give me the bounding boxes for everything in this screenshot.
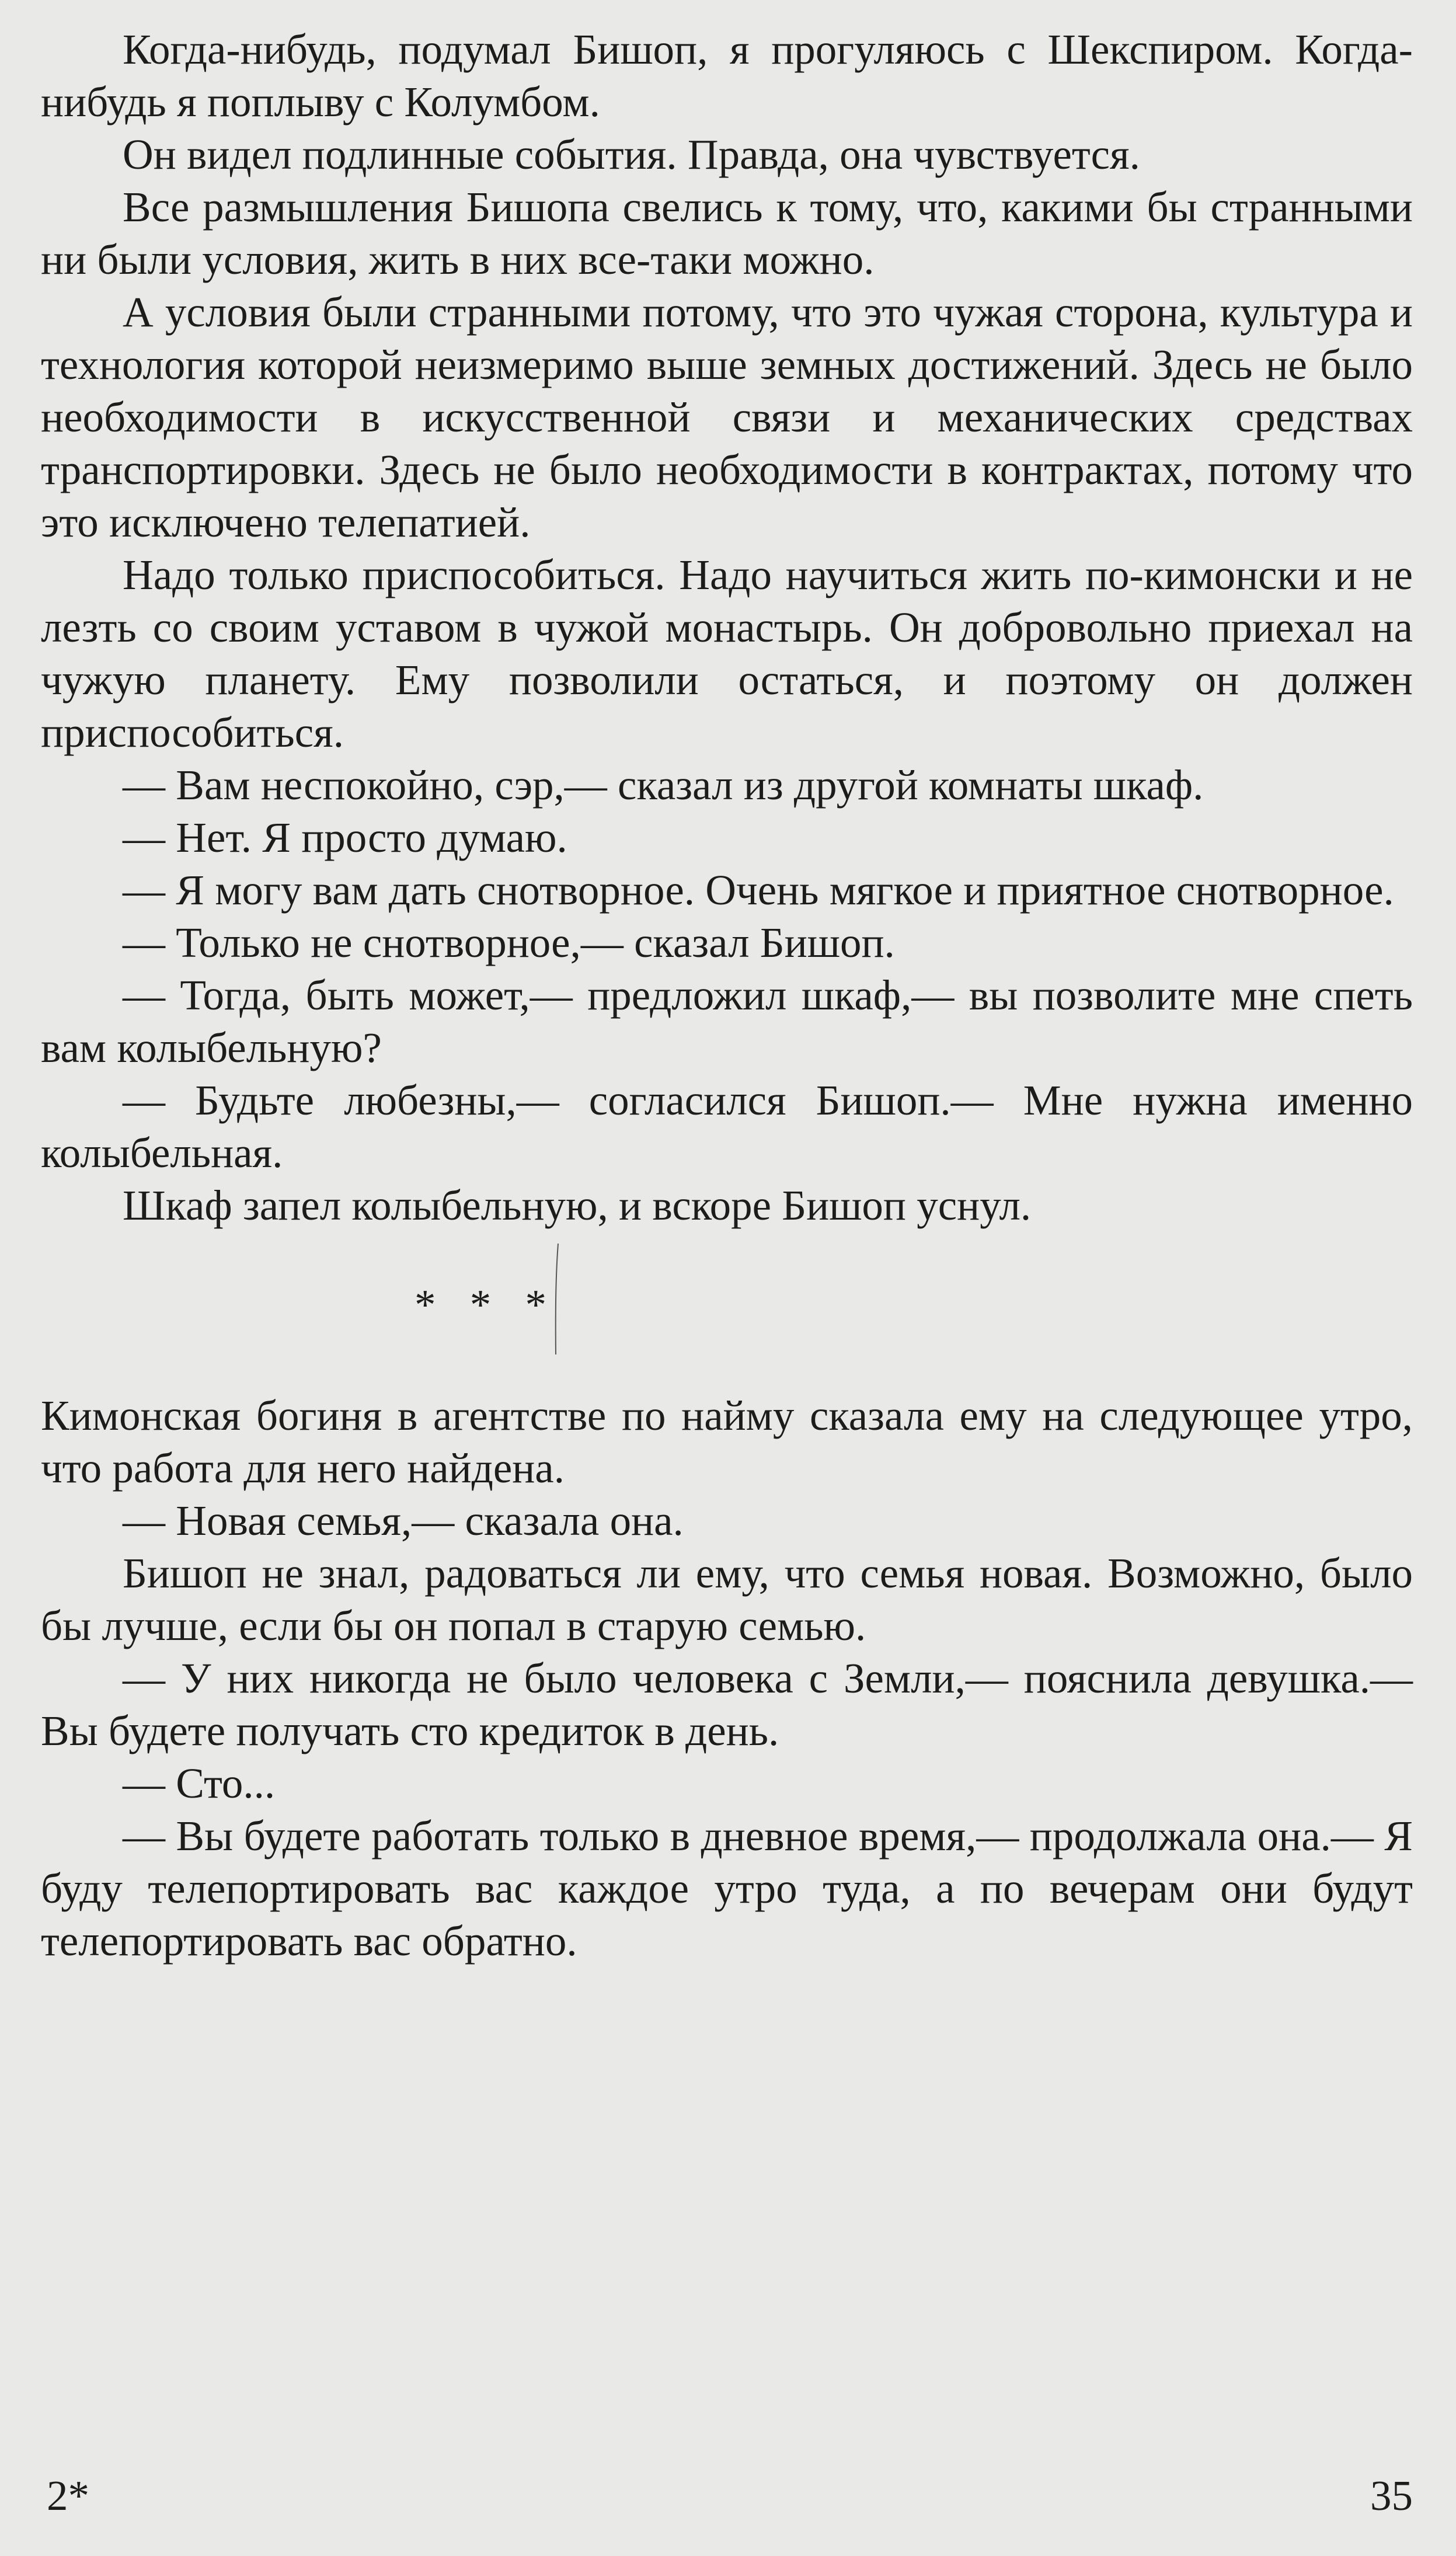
signature-mark: 2* bbox=[47, 2472, 89, 2519]
book-page bbox=[41, 23, 1413, 2528]
dialogue-line: — Будьте любезны,— согласился Бишоп.— Мне нужна именно колыбельная. bbox=[41, 1077, 1413, 1176]
dialogue-line: — Я могу вам дать снотворное. Очень мягкое и приятное снотворное. bbox=[123, 866, 1394, 914]
paragraph: Кимонская богиня в агентстве по найму сказала ему на следующее утро, что работа для него найдена. bbox=[41, 1392, 1413, 1492]
dialogue-line: — Нет. Я просто думаю. bbox=[123, 814, 567, 861]
dialogue-line: — Новая семья,— сказала она. bbox=[123, 1497, 684, 1544]
dialogue-line: — Сто... bbox=[123, 1760, 276, 1807]
pencil-mark bbox=[555, 1244, 559, 1354]
paragraph: Все размышления Бишопа свелись к тому, что, какими бы странными ни были условия, жить в них все-таки можно. bbox=[41, 183, 1413, 283]
section-separator bbox=[41, 1232, 1413, 1390]
dialogue-line: — Тогда, быть может,— предложил шкаф,— вы позволите мне спеть вам колыбельную? bbox=[41, 971, 1413, 1071]
paragraph: Шкаф запел колыбельную, и вскоре Бишоп уснул. bbox=[123, 1182, 1032, 1229]
paragraph: Когда-нибудь, подумал Бишоп, я прогуляюсь с Шекспиром. Когда-нибудь я поплыву с Колумбом. bbox=[41, 26, 1413, 126]
paragraph: А условия были странными потому, что это чужая сторона, культура и технология которой неизмеримо выше земных достижений. Здесь не было необходимости в искусственной связи и механических средствах транспортировки. Здесь не было необходимости в контрактах, потому что это исключено телепатией. bbox=[41, 288, 1413, 546]
page-number: 35 bbox=[1370, 2472, 1413, 2519]
asterism: * * * bbox=[414, 1281, 558, 1328]
main-text bbox=[41, 23, 1413, 1968]
dialogue-line: — Только не снотворное,— сказал Бишоп. bbox=[123, 919, 895, 966]
dialogue-line: — У них никогда не было человека с Земли,— пояснила девушка.— Вы будете получать сто кредиток в день. bbox=[41, 1655, 1413, 1754]
paragraph: Надо только приспособиться. Надо научиться жить по-кимонски и не лезть со своим уставом в чужой монастырь. Он добровольно приехал на чужую планету. Ему позволили остаться, и поэтому он должен приспособиться. bbox=[41, 551, 1413, 756]
dialogue-line: — Вам неспокойно, сэр,— сказал из другой комнаты шкаф. bbox=[123, 761, 1204, 809]
paragraph: Бишоп не знал, радоваться ли ему, что семья новая. Возможно, было бы лучше, если бы он попал в старую семью. bbox=[41, 1549, 1413, 1649]
dialogue-line: — Вы будете работать только в дневное время,— продолжала она.— Я буду телепортировать вас каждое утро туда, а по вечерам они будут телепортировать вас обратно. bbox=[41, 1812, 1413, 1965]
paragraph: Он видел подлинные события. Правда, она чувствуется. bbox=[123, 131, 1140, 178]
